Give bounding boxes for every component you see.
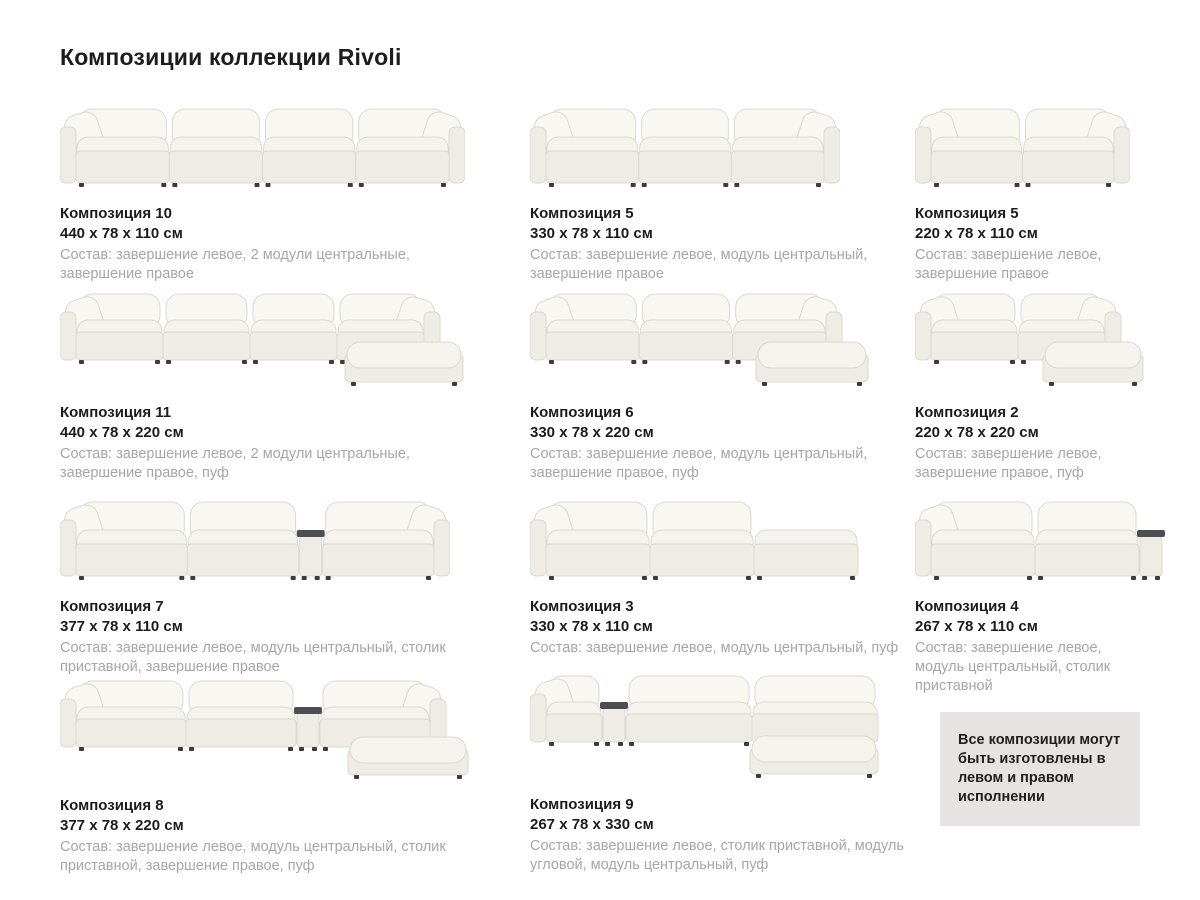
- composition-card: [60, 288, 480, 483]
- sofa-illustration: [530, 95, 920, 194]
- composition-card: [915, 488, 1153, 696]
- composition-title: Композиция 2: [915, 404, 1019, 421]
- page-title: Композиции коллекции Rivoli: [60, 44, 402, 70]
- composition-title: Композиция 7: [60, 598, 164, 615]
- composition-structure: Состав: завершение левое, завершение правое: [915, 247, 1102, 282]
- composition-card: [530, 95, 920, 284]
- composition-structure: Состав: завершение левое, модуль центральный, столик приставной, завершение правое: [60, 640, 446, 675]
- composition-dimensions: 330 x 78 x 220 см: [530, 424, 654, 441]
- composition-dimensions: 330 x 78 x 110 см: [530, 618, 653, 635]
- composition-structure: Состав: завершение левое, модуль центральный, пуф: [530, 640, 899, 656]
- composition-title: Композиция 5: [915, 205, 1019, 222]
- composition-card: [60, 675, 490, 876]
- composition-title: Композиция 9: [530, 796, 634, 813]
- composition-structure: Состав: завершение левое, 2 модули центральные, завершение правое, пуф: [60, 446, 410, 481]
- composition-title: Композиция 3: [530, 598, 634, 615]
- composition-dimensions: 440 x 78 x 220 см: [60, 424, 184, 441]
- composition-structure: Состав: завершение левое, модуль центральный, столик приставной, завершение правое, пуф: [60, 839, 446, 874]
- sofa-illustration: [530, 488, 920, 587]
- composition-title: Композиция 10: [60, 205, 172, 222]
- composition-dimensions: 267 x 78 x 330 см: [530, 816, 654, 833]
- sofa-illustration: [60, 288, 480, 393]
- composition-dimensions: 220 x 78 x 110 см: [915, 225, 1038, 242]
- composition-structure: Состав: завершение левое, модуль центральный, столик приставной: [915, 640, 1111, 694]
- composition-dimensions: 220 x 78 x 220 см: [915, 424, 1039, 441]
- composition-title: Композиция 4: [915, 598, 1019, 615]
- composition-title: Композиция 8: [60, 797, 164, 814]
- sofa-illustration: [60, 488, 490, 587]
- composition-card: [530, 670, 910, 875]
- sofa-illustration: [915, 488, 1153, 587]
- sofa-illustration: [60, 675, 490, 786]
- composition-card: [915, 288, 1153, 483]
- note-box: Все композиции могут быть изготовлены в левом и правом исполнении: [940, 712, 1140, 826]
- sofa-illustration: [530, 670, 910, 785]
- composition-dimensions: 440 x 78 x 110 см: [60, 225, 183, 242]
- sofa-illustration: [915, 95, 1153, 194]
- composition-structure: Состав: завершение левое, 2 модули центральные, завершение правое: [60, 247, 410, 282]
- composition-card: [60, 488, 490, 677]
- sofa-illustration: [60, 95, 480, 194]
- composition-dimensions: 377 x 78 x 110 см: [60, 618, 183, 635]
- composition-structure: Состав: завершение левое, модуль центральный, завершение правое, пуф: [530, 446, 868, 481]
- sofa-illustration: [530, 288, 920, 393]
- composition-card: [530, 488, 920, 658]
- composition-structure: Состав: завершение левое, столик приставной, модуль угловой, модуль центральный, пуф: [530, 838, 904, 873]
- composition-card: [915, 95, 1153, 284]
- composition-dimensions: 377 x 78 x 220 см: [60, 817, 184, 834]
- sofa-illustration: [915, 288, 1153, 393]
- composition-structure: Состав: завершение левое, модуль центральный, завершение правое: [530, 247, 868, 282]
- composition-card: [60, 95, 480, 284]
- composition-dimensions: 267 x 78 x 110 см: [915, 618, 1038, 635]
- composition-title: Композиция 5: [530, 205, 634, 222]
- composition-title: Композиция 6: [530, 404, 634, 421]
- composition-dimensions: 330 x 78 x 110 см: [530, 225, 653, 242]
- composition-card: [530, 288, 920, 483]
- composition-structure: Состав: завершение левое, завершение правое, пуф: [915, 446, 1102, 481]
- composition-title: Композиция 11: [60, 404, 172, 421]
